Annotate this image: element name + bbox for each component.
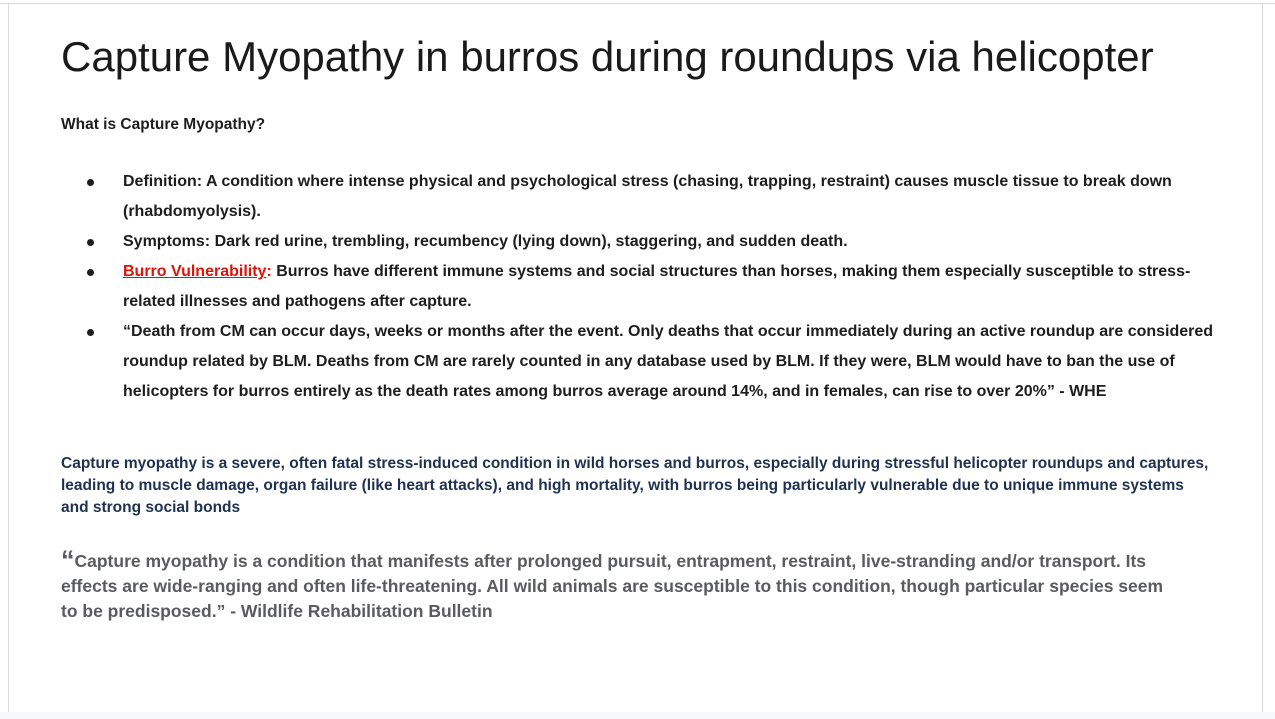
list-item-vulnerability [61, 257, 1217, 317]
page-gap-strip [0, 712, 1275, 719]
bullet-marker [87, 179, 94, 186]
whe-quote-text: “Death from CM can occur days, weeks or months after the event. Only deaths that occur immediately during an active roundup are considered roundup related by BLM. Deaths from CM are rarely counted in any database used by BLM. If they were, BLM would have to ban the use of helicopters for burros entirely as the death rates among burros average around 14%, and in females, can rise to over 20%” - WHE [123, 323, 1214, 400]
list-item-symptoms [61, 227, 1217, 257]
burro-vulnerability-link[interactable]: Burro Vulnerability [123, 263, 267, 280]
bullet-list [61, 167, 1217, 407]
vulnerability-colon: : [266, 263, 272, 280]
vulnerability-text: Burros have different immune systems and social structures than horses, making them especially susceptible to stress-related illnesses and pathogens after capture. [123, 263, 1191, 310]
bullet-marker [87, 239, 94, 246]
symptoms-text: Symptoms: Dark red urine, trembling, recumbency (lying down), staggering, and sudden death. [123, 233, 848, 250]
bullet-marker [87, 329, 94, 336]
document-page [8, 3, 1263, 712]
bullet-marker [87, 269, 94, 276]
summary-paragraph: Capture myopathy is a severe, often fatal stress-induced condition in wild horses and burros, especially during stressful helicopter roundups and captures, leading to muscle damage, organ failure (like heart attacks), and high mortality, with burros being particularly vulnerable due to unique immune systems and strong social bonds [61, 455, 1209, 516]
definition-text: Definition: A condition where intense physical and psychological stress (chasing, trapping, restraint) causes muscle tissue to break down (rhabdomyolysis). [123, 173, 1172, 220]
list-item-definition [61, 167, 1217, 227]
bulletin-quote-text: Capture myopathy is a condition that manifests after prolonged pursuit, entrapment, restraint, live-stranding and/or transport. Its effects are wide-ranging and often life-threatening. All wild animals are susceptible to this condition, though particular species seem to be predisposed.” - Wildlife Rehabilitation Bulletin [61, 551, 1164, 621]
section-heading: What is Capture Myopathy? [61, 116, 266, 133]
page-title: Capture Myopathy in burros during roundups via helicopter [61, 33, 1154, 80]
list-item-whe-quote [61, 317, 1217, 407]
large-open-quote-mark: “ [61, 545, 75, 575]
bulletin-quote [61, 545, 1179, 624]
